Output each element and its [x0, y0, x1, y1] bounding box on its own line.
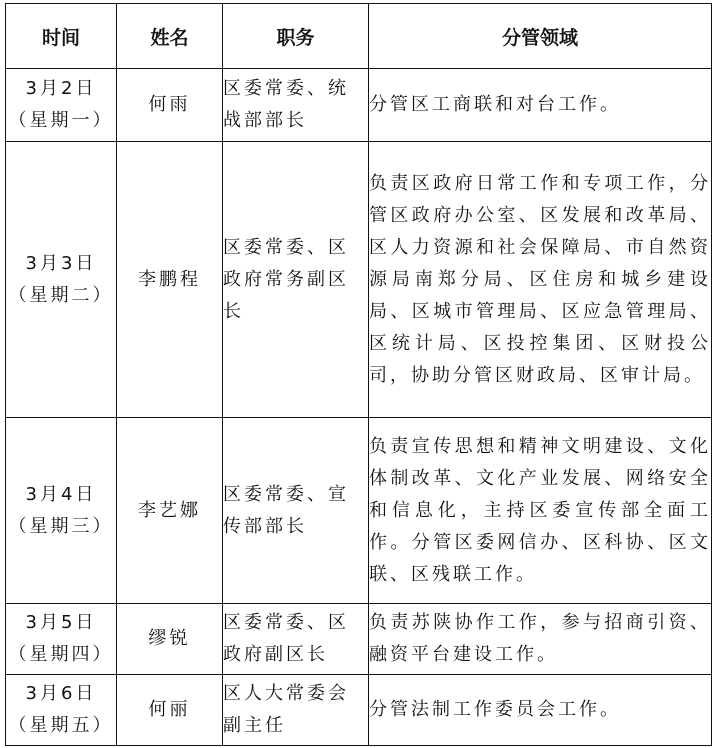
table-row — [6, 675, 712, 746]
header-role: 职务 — [223, 4, 369, 69]
domain-cell: 负责宣传思想和精神文明建设、文化体制改革、文化产业发展、网络安全和信息化，主持区委宣传部全面工作。分管区委网信办、区科协、区文联、区残联工作。 — [369, 418, 712, 604]
domain-cell: 负责苏陕协作工作，参与招商引资、融资平台建设工作。 — [369, 604, 712, 675]
role-cell: 区委常委、区政府常务副区长 — [223, 142, 369, 418]
date-cell — [6, 142, 117, 418]
date-text: 3月4日 — [25, 483, 97, 505]
date-text: 3月3日 — [25, 252, 97, 274]
header-name: 姓名 — [117, 4, 223, 69]
table-row — [6, 69, 712, 142]
leader-schedule-table — [5, 3, 712, 746]
weekday-text: （星期二） — [8, 284, 114, 306]
weekday-text: （星期三） — [8, 515, 114, 537]
date-cell — [6, 69, 117, 142]
name-cell: 李艺娜 — [117, 418, 223, 604]
table-row — [6, 418, 712, 604]
role-cell: 区委常委、宣传部部长 — [223, 418, 369, 604]
header-time: 时间 — [6, 4, 117, 69]
header-row — [6, 4, 712, 69]
date-text: 3月6日 — [25, 683, 97, 704]
domain-cell: 负责区政府日常工作和专项工作，分管区政府办公室、区发展和改革局、区人力资源和社会保障局、市自然资源局南郑分局、区住房和城乡建设局、区城市管理局、区应急管理局、区统计局、区投控集团、区财投公司，协助分管区财政局、区审计局。 — [369, 142, 712, 418]
table-row — [6, 142, 712, 418]
header-domain: 分管领域 — [369, 4, 712, 69]
weekday-text: （星期五） — [8, 715, 114, 736]
name-cell: 李鹏程 — [117, 142, 223, 418]
date-text: 3月5日 — [25, 612, 97, 633]
name-cell: 缪锐 — [117, 604, 223, 675]
role-cell: 区委常委、统战部部长 — [223, 69, 369, 142]
name-cell: 何雨 — [117, 69, 223, 142]
role-cell: 区人大常委会副主任 — [223, 675, 369, 746]
date-cell — [6, 604, 117, 675]
date-text: 3月2日 — [25, 78, 97, 99]
date-cell — [6, 675, 117, 746]
weekday-text: （星期一） — [8, 110, 114, 131]
domain-cell: 分管区工商联和对台工作。 — [369, 69, 712, 142]
domain-cell: 分管法制工作委员会工作。 — [369, 675, 712, 746]
name-cell: 何丽 — [117, 675, 223, 746]
date-cell — [6, 418, 117, 604]
role-cell: 区委常委、区政府副区长 — [223, 604, 369, 675]
table-row — [6, 604, 712, 675]
weekday-text: （星期四） — [8, 644, 114, 665]
